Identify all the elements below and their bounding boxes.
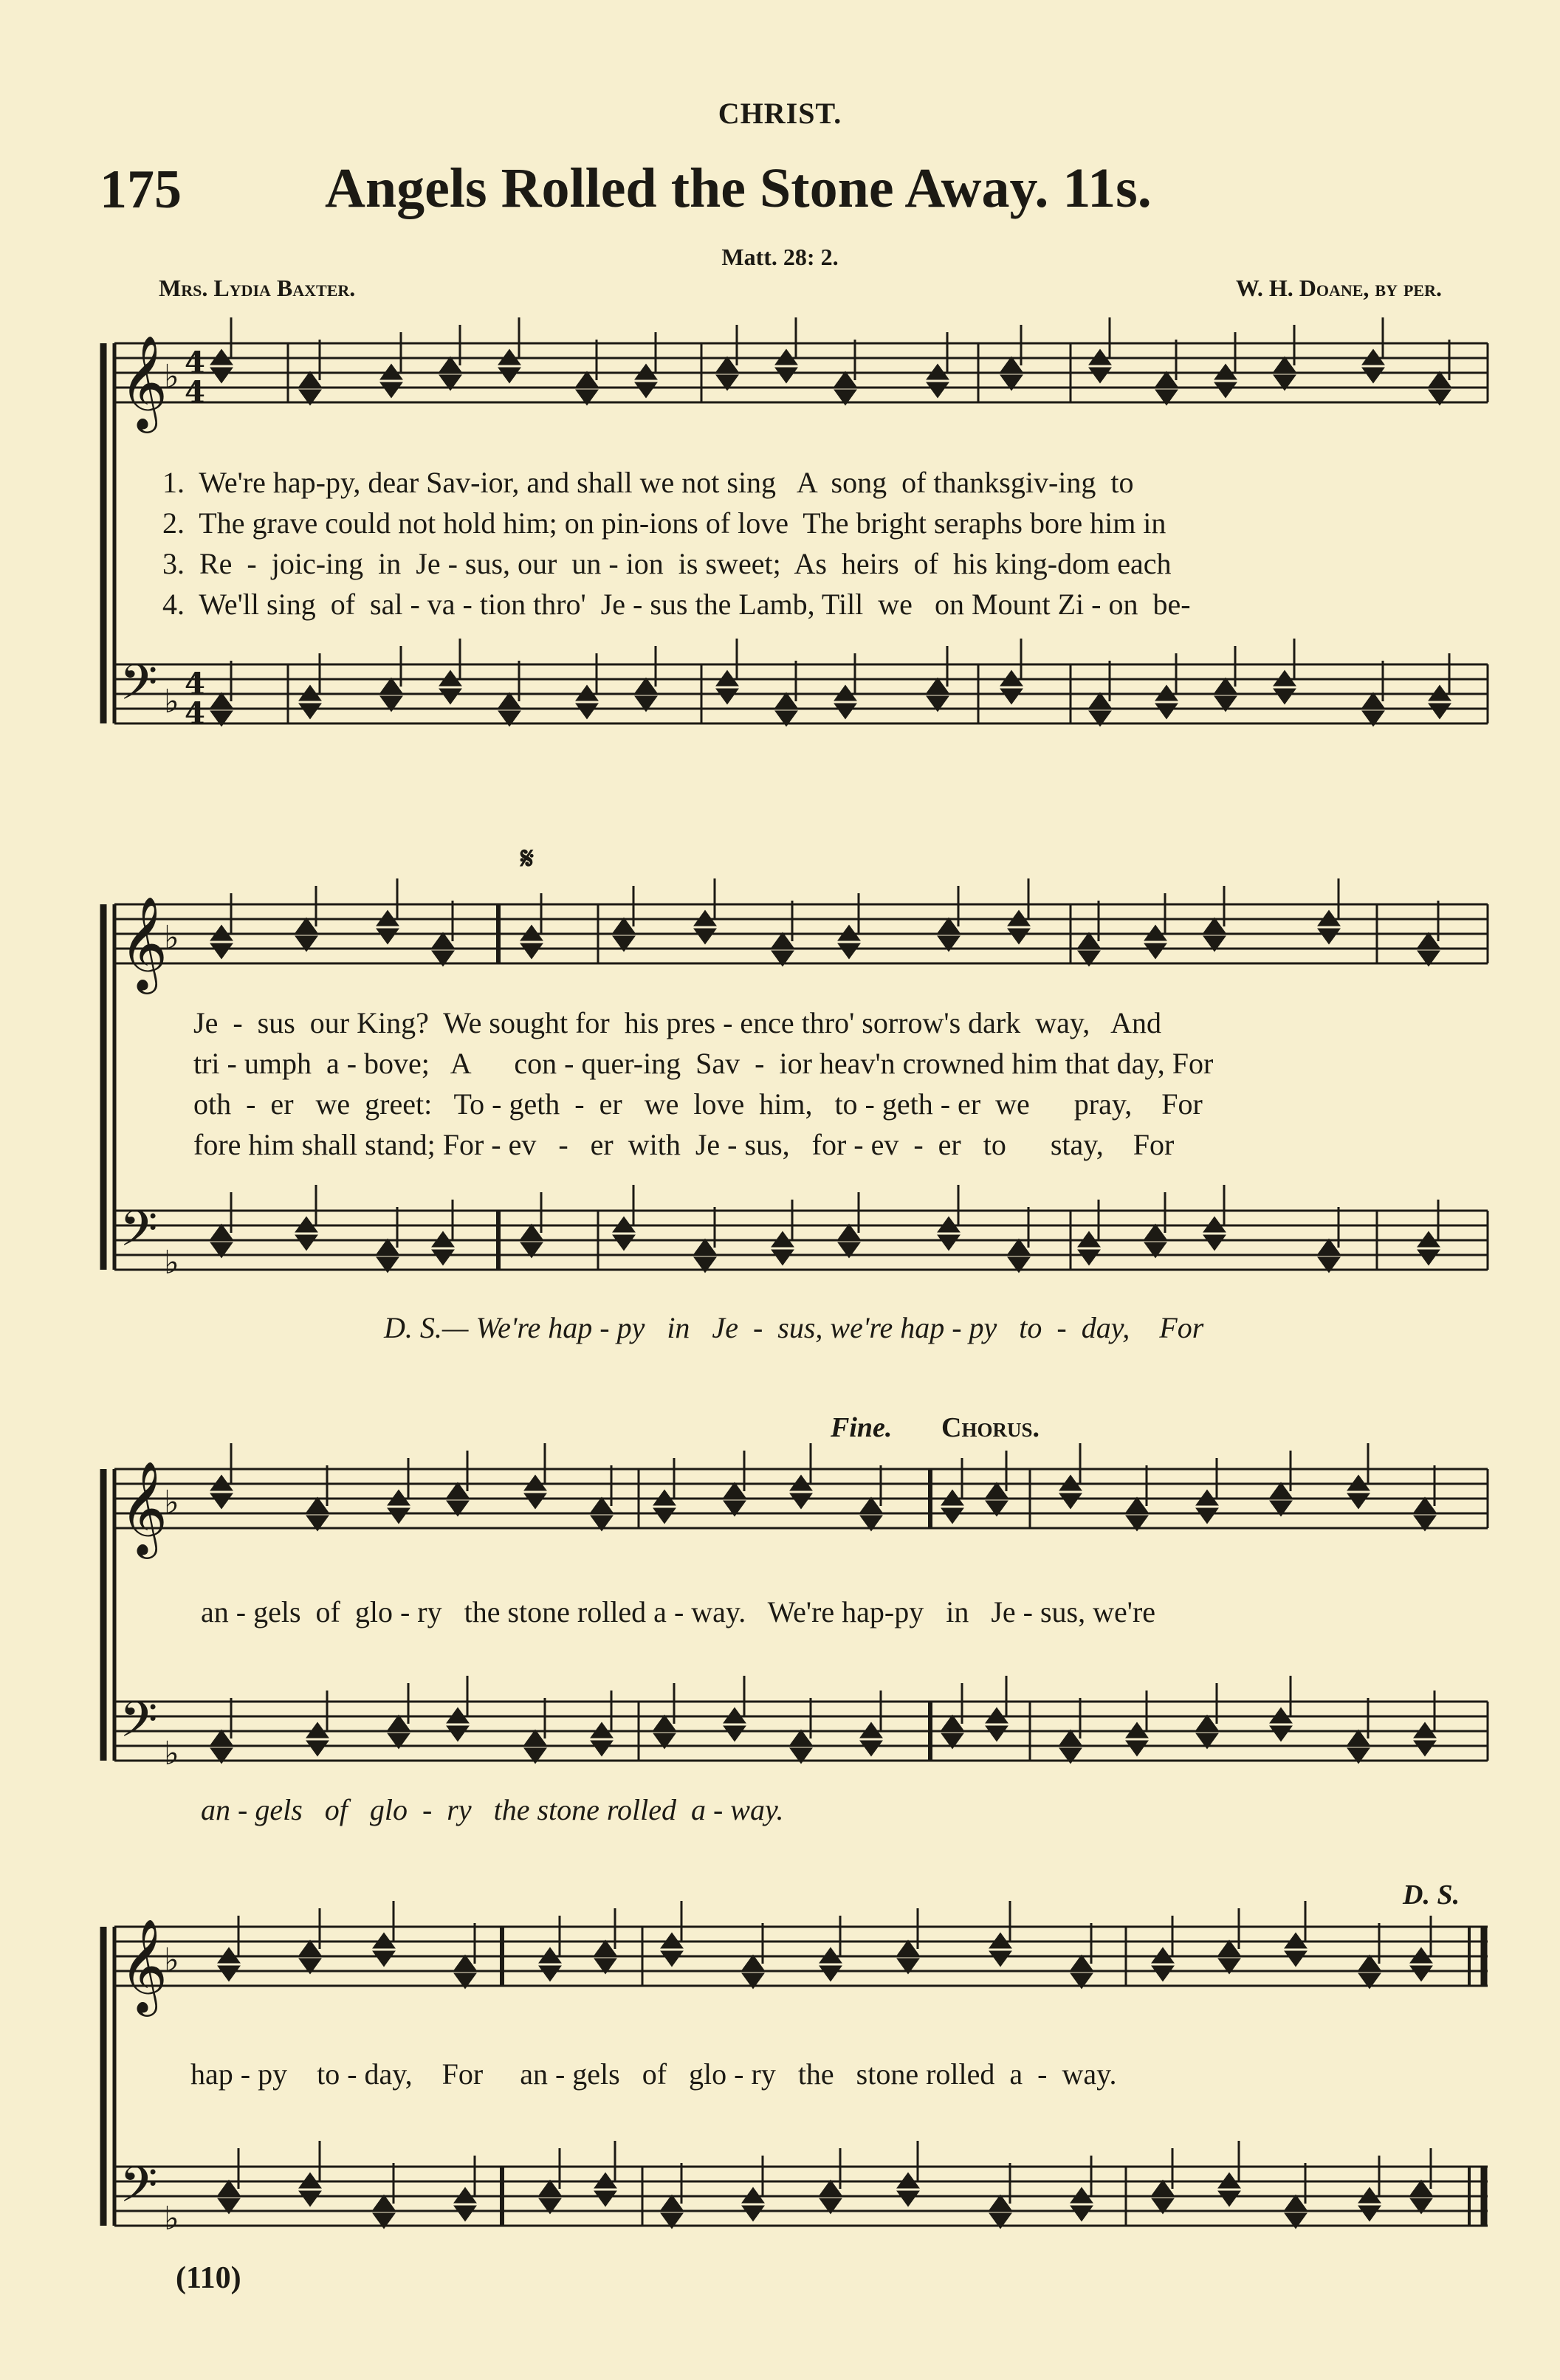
shape-note-head (297, 1236, 316, 1249)
ds-lyric-line-2: an - gels of glo - ry the stone rolled a - way. (201, 1793, 784, 1826)
hymn-title: Angels Rolled the Stone Away. 11s. (325, 157, 1152, 219)
shape-note-head (614, 919, 633, 932)
shape-note-head (1319, 1240, 1339, 1253)
shape-note-head (695, 1240, 715, 1253)
verse-3-line: 3. Re - joic-ing in Je - sus, our un - ion is sweet; As heirs of his king-dom each (162, 547, 1172, 580)
shape-note-head (1153, 2181, 1172, 2195)
author-credit: Mrs. Lydia Baxter. (159, 275, 356, 301)
svg-text:4: 4 (185, 696, 205, 731)
shape-note-head (212, 1225, 231, 1239)
shape-note-head (939, 919, 958, 932)
shape-note-head (1349, 1494, 1368, 1507)
shape-note-head (441, 689, 460, 703)
shape-note-head (662, 1952, 681, 1965)
verse-4-line: 4. We'll sing of sal - va - tion thro' Je - sus the Lamb, Till we on Mount Zi - on be- (162, 588, 1191, 621)
svg-text:♭: ♭ (164, 2200, 179, 2238)
shape-note-head (743, 1956, 763, 1970)
svg-text:♭: ♭ (164, 358, 179, 396)
shape-note-head (1419, 934, 1438, 947)
svg-text:4: 4 (185, 345, 205, 380)
shape-note-head (1009, 929, 1028, 943)
svg-text:♭: ♭ (164, 919, 179, 957)
shape-note-head (1271, 1484, 1291, 1497)
shape-note-head (821, 2181, 840, 2195)
verse-3-line-cont: oth - er we greet: To - geth - er we love him, to - geth - er we pray, For (193, 1087, 1203, 1121)
ds-marker: D. S. (1403, 1879, 1460, 1910)
shape-note-head (1009, 1240, 1028, 1253)
shape-note-head (725, 1727, 744, 1740)
svg-text:𝄢: 𝄢 (120, 654, 158, 723)
shape-note-head (791, 1731, 811, 1744)
shape-note-head (540, 2181, 560, 2195)
shape-note-head (1275, 358, 1294, 371)
shape-note-head (939, 1236, 958, 1249)
page-number: (110) (176, 2261, 241, 2295)
shape-note-head (743, 2207, 763, 2220)
shape-note-head (382, 679, 401, 692)
shape-note-head (1319, 929, 1339, 943)
svg-text:𝄢: 𝄢 (120, 1691, 158, 1760)
shape-note-head (1153, 1967, 1172, 1980)
shape-note-head (1146, 944, 1165, 957)
shape-note-head (297, 919, 316, 932)
shape-note-head (836, 373, 855, 386)
shape-note-head (655, 1716, 674, 1730)
shape-note-head (991, 2196, 1010, 2209)
shape-note-head (456, 2207, 475, 2220)
shape-note-head (1061, 1494, 1080, 1507)
shape-note-head (1220, 1942, 1239, 1955)
shape-note-head (1412, 1967, 1431, 1980)
shape-note-head (441, 358, 460, 371)
svg-text:♭: ♭ (164, 1735, 179, 1772)
shape-note-head (212, 1731, 231, 1744)
svg-text:4: 4 (185, 375, 205, 410)
shape-note-head (1127, 1499, 1147, 1512)
shape-note-head (1275, 689, 1294, 703)
shape-note-head (596, 2192, 615, 2205)
shape-note-head (596, 1942, 615, 1955)
shape-note-head (987, 1484, 1006, 1497)
shape-note-head (1079, 1251, 1099, 1264)
hymn-number: 175 (100, 159, 182, 220)
shape-note-head (898, 2192, 918, 2205)
shape-note-head (928, 383, 947, 396)
shape-note-head (1127, 1741, 1147, 1755)
verse-2-line-cont: tri - umph a - bove; A con - quer-ing Sav - ior heav'n crowned him that day, For (193, 1047, 1214, 1080)
svg-text:♭: ♭ (164, 1484, 179, 1521)
shape-note-head (1157, 704, 1176, 718)
shape-note-head (928, 679, 947, 692)
shape-note-head (725, 1484, 744, 1497)
shape-note-head (1286, 2196, 1305, 2209)
shape-note-head (1415, 1499, 1434, 1512)
shape-note-head (773, 1251, 792, 1264)
shape-note-head (1157, 373, 1176, 386)
shape-note-head (433, 934, 453, 947)
shape-note-head (308, 1499, 327, 1512)
shape-note-head (1079, 934, 1099, 947)
shape-note-head (636, 679, 656, 692)
shape-note-head (773, 934, 792, 947)
shape-note-head (821, 1967, 840, 1980)
shape-note-head (374, 2196, 394, 2209)
shape-note-head (389, 1716, 408, 1730)
verse-4-line-cont: fore him shall stand; For - ev - er with Je - sus, for - ev - er to stay, For (193, 1128, 1175, 1161)
shape-note-head (374, 1952, 394, 1965)
shape-note-head (592, 1741, 611, 1755)
shape-note-head (1205, 1236, 1224, 1249)
shape-note-head (300, 373, 320, 386)
shape-note-head (1072, 1956, 1091, 1970)
shape-note-head (1349, 1731, 1368, 1744)
shape-note-head (1430, 704, 1449, 718)
shape-note-head (540, 1967, 560, 1980)
shape-note-head (1072, 2207, 1091, 2220)
shape-note-head (943, 1509, 962, 1522)
svg-text:𝄞: 𝄞 (120, 895, 168, 990)
shape-note-head (991, 1952, 1010, 1965)
verse-2-line: 2. The grave could not hold him; on pin-ions of love The bright seraphs bore him in (162, 506, 1166, 540)
shape-note-head (862, 1741, 881, 1755)
shape-note-head (987, 1727, 1006, 1740)
shape-note-head (219, 1967, 238, 1980)
shape-note-head (1198, 1509, 1217, 1522)
svg-text:𝄢: 𝄢 (120, 2156, 158, 2225)
shape-note-head (382, 383, 401, 396)
shape-note-head (791, 1494, 811, 1507)
shape-note-head (456, 1956, 475, 1970)
segno-sign: 𝄋 (520, 842, 535, 876)
svg-text:𝄞: 𝄞 (120, 1460, 168, 1555)
shape-note-head (378, 1240, 397, 1253)
shape-note-head (448, 1484, 467, 1497)
shape-note-head (577, 704, 597, 718)
shape-note-head (1412, 2181, 1431, 2195)
shape-note-head (1271, 1727, 1291, 1740)
shape-note-head (1430, 373, 1449, 386)
shape-note-head (300, 704, 320, 718)
fine-marker: Fine. (831, 1412, 893, 1443)
shape-note-head (943, 1716, 962, 1730)
shape-note-head (500, 368, 519, 382)
verse-1-line: 1. We're hap-py, dear Sav-ior, and shall we not sing A song of thanksgiv-ing to (162, 466, 1134, 499)
shape-note-head (655, 1509, 674, 1522)
shape-note-head (1002, 689, 1021, 703)
shape-note-head (522, 1225, 541, 1239)
shape-note-head (1002, 358, 1021, 371)
svg-text:4: 4 (185, 667, 205, 701)
svg-text:𝄞: 𝄞 (120, 334, 168, 429)
shape-note-head (526, 1731, 545, 1744)
shape-note-head (1090, 368, 1110, 382)
shape-note-head (1364, 368, 1383, 382)
final-lyric-line: hap - py to - day, For an - gels of glo - ry the stone rolled a - way. (190, 2057, 1117, 2091)
shape-note-head (448, 1727, 467, 1740)
shape-note-head (577, 373, 597, 386)
shape-note-head (389, 1509, 408, 1522)
shape-note-head (219, 2181, 238, 2195)
shape-note-head (1216, 383, 1235, 396)
chorus-lyric-line: an - gels of glo - ry the stone rolled a - way. We're hap-py in Je - sus, we're (201, 1595, 1156, 1628)
shape-note-head (1220, 2192, 1239, 2205)
shape-note-head (378, 929, 397, 943)
section-heading: CHRIST. (718, 97, 842, 130)
shape-note-head (1360, 1956, 1379, 1970)
shape-note-head (1205, 919, 1224, 932)
shape-note-head (1364, 694, 1383, 707)
shape-note-head (777, 694, 796, 707)
shape-note-head (1286, 1952, 1305, 1965)
shape-note-head (777, 368, 796, 382)
shape-note-head (1061, 1731, 1080, 1744)
shape-note-head (212, 944, 231, 957)
shape-note-head (212, 694, 231, 707)
shape-note-head (212, 1494, 231, 1507)
shape-note-head (522, 944, 541, 957)
svg-text:♭: ♭ (164, 1942, 179, 1979)
svg-text:𝄞: 𝄞 (120, 1918, 168, 2012)
svg-text:𝄢: 𝄢 (120, 1200, 158, 1269)
shape-note-head (839, 944, 859, 957)
shape-note-head (614, 1236, 633, 1249)
shape-note-head (836, 704, 855, 718)
shape-note-head (1216, 679, 1235, 692)
shape-note-head (308, 1741, 327, 1755)
shape-note-head (433, 1251, 453, 1264)
shape-note-head (1419, 1251, 1438, 1264)
shape-note-head (1415, 1741, 1434, 1755)
svg-text:♭: ♭ (164, 1244, 179, 1282)
composer-credit: W. H. Doane, by per. (1235, 275, 1442, 301)
chorus-label: Chorus. (941, 1412, 1040, 1443)
shape-note-head (526, 1494, 545, 1507)
shape-note-head (500, 694, 519, 707)
verse-1-line-cont: Je - sus our King? We sought for his pres - ence thro' sorrow's dark way, And (193, 1006, 1161, 1039)
shape-note-head (300, 2192, 320, 2205)
shape-note-head (718, 689, 737, 703)
shape-note-head (898, 1942, 918, 1955)
shape-note-head (839, 1225, 859, 1239)
scripture-reference: Matt. 28: 2. (721, 244, 839, 270)
shape-note-head (1360, 2207, 1379, 2220)
shape-note-head (1198, 1716, 1217, 1730)
shape-note-head (300, 1942, 320, 1955)
shape-note-head (212, 368, 231, 382)
shape-note-head (862, 1499, 881, 1512)
shape-note-head (662, 2196, 681, 2209)
shape-note-head (718, 358, 737, 371)
ds-lyric-line: D. S.— We're hap - py in Je - sus, we're hap - py to - day, For (384, 1311, 1204, 1344)
shape-note-head (592, 1499, 611, 1512)
shape-note-head (636, 383, 656, 396)
shape-note-head (1146, 1225, 1165, 1239)
svg-text:♭: ♭ (164, 683, 179, 720)
shape-note-head (695, 929, 715, 943)
shape-note-head (1090, 694, 1110, 707)
